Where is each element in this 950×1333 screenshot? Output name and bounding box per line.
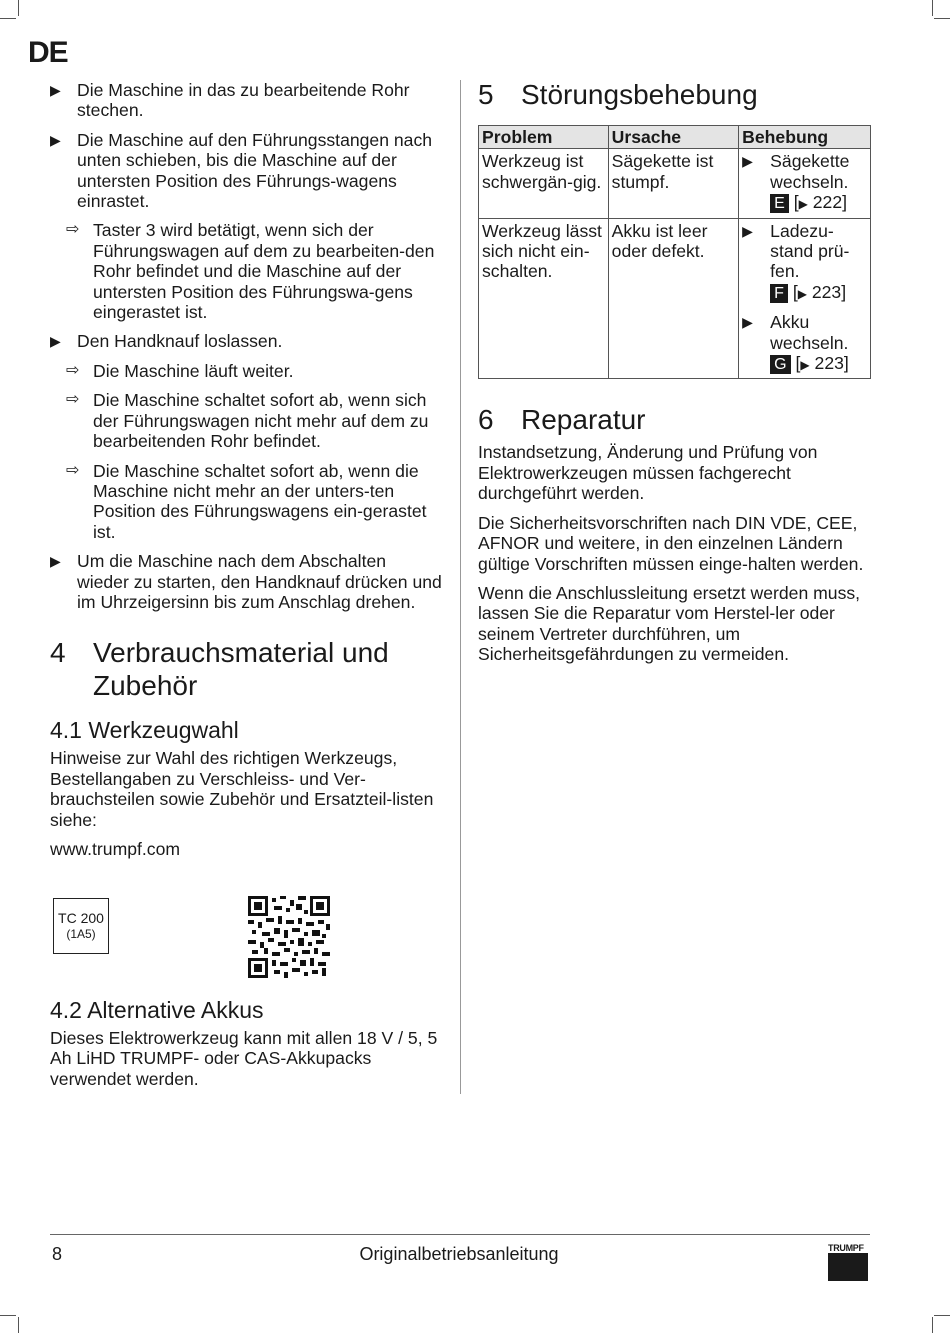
tool-code: TC 200 — [58, 910, 104, 926]
step-text: Um die Maschine nach dem Abschalten wieder zu starten, den Handknauf drücken und im Uhrzeigersinn bis zum Anschlag drehen. — [77, 551, 442, 612]
body-paragraph: Hinweise zur Wahl des richtigen Werkzeugs, Bestellangaben zu Verschleiss- und Ver-brauchsteilen sowie Zubehör und Ersatzteil-listen siehe: — [50, 748, 434, 830]
triangle-right-icon: ▶ — [742, 222, 753, 239]
result-text: Taster 3 wird betätigt, wenn sich der Führungswagen auf dem zu bearbeiten-den Rohr befindet und die Maschine auf der untersten Position des Führungswa-gens eingerastet ist. — [93, 220, 435, 323]
section-number: 6 — [478, 404, 494, 436]
section-heading-6 — [478, 403, 872, 436]
crop-mark — [18, 1317, 19, 1333]
hollow-arrow-right-icon: ⇨ — [66, 391, 80, 409]
table-header-row — [479, 126, 871, 149]
result-text: Die Maschine läuft weiter. — [93, 360, 294, 381]
fix-text: Akku wechseln. — [770, 312, 849, 353]
page-ref-arrow-icon: ▶ — [798, 197, 808, 212]
section-title: Reparatur — [521, 404, 646, 436]
problem-cell: Werkzeug lässt sich nicht ein-schalten. — [479, 218, 609, 379]
section-number: 4 — [50, 637, 66, 669]
subsection-heading-4-1: 4.1 Werkzeugwahl — [50, 717, 239, 744]
table-header: Behebung — [739, 126, 871, 149]
problem-cell: Werkzeug ist schwergän-gig. — [479, 149, 609, 218]
fix-text: Ladezu-stand prü-fen. — [770, 220, 850, 282]
subsection-heading-4-2: 4.2 Alternative Akkus — [50, 997, 264, 1023]
triangle-right-icon: ▶ — [50, 553, 61, 570]
tool-code-box — [53, 898, 109, 954]
table-header: Problem — [479, 126, 609, 149]
section-heading-5 — [478, 78, 872, 111]
footer-rule — [50, 1234, 870, 1235]
step-text: Die Maschine in das zu bearbeitende Rohr stechen. — [77, 80, 410, 121]
instruction-step — [50, 551, 442, 612]
triangle-right-icon: ▶ — [742, 153, 753, 170]
section-title: Störungsbehebung — [521, 79, 758, 110]
hollow-arrow-right-icon: ⇨ — [66, 361, 80, 379]
result-text: Die Maschine schaltet sofort ab, wenn sich der Führungswagen nicht mehr auf dem zu bearbeitenden Rohr befindet. — [93, 390, 429, 452]
triangle-right-icon: ▶ — [742, 314, 753, 331]
document-title: Originalbetriebsanleitung — [359, 1244, 559, 1264]
crop-mark — [0, 18, 16, 19]
website-url: www.trumpf.com — [50, 838, 181, 859]
section-number: 5 — [478, 79, 494, 110]
instruction-step — [50, 130, 442, 212]
body-paragraph: Die Sicherheitsvorschriften nach DIN VDE, CEE, AFNOR und weitere, in den einzelnen Ländern gültige Vorschriften müssen einge-halten werden. — [478, 512, 864, 574]
tool-code-sub: (1A5) — [66, 927, 96, 941]
qr-code-icon — [248, 896, 330, 978]
table-row — [479, 149, 871, 218]
section-4-2 — [50, 996, 442, 1089]
hollow-arrow-right-icon: ⇨ — [66, 461, 80, 479]
instruction-result — [66, 361, 442, 381]
left-column — [50, 80, 442, 868]
fix-text: Sägekette wechseln. — [770, 151, 850, 192]
crop-mark — [934, 1315, 950, 1316]
instruction-step — [50, 331, 442, 351]
logo-text: TRUMPF — [828, 1243, 864, 1253]
step-text: Die Maschine auf den Führungsstangen nach unten schieben, bis die Maschine auf der untersten Position des Führungs-wagens einrastet. — [77, 129, 433, 212]
crop-mark — [934, 18, 950, 19]
troubleshooting-table — [478, 125, 871, 379]
trumpf-logo — [828, 1243, 868, 1281]
logo-block — [828, 1253, 868, 1281]
instruction-result — [66, 461, 442, 543]
page-number: 8 — [52, 1244, 63, 1264]
body-paragraph: Wenn die Anschlussleitung ersetzt werden muss, lassen Sie die Reparatur vom Herstel-ler oder seinem Vertreter durchführen, um Sicherheitsgefährdungen zu vermeiden. — [478, 582, 861, 665]
crop-mark — [932, 0, 933, 16]
hollow-arrow-right-icon: ⇨ — [66, 221, 80, 239]
right-column — [478, 78, 872, 674]
fix-cell: ▶ Ladezu-stand prü-fen. F [▶ 223] ▶ Akku wechseln. G [▶ 223] — [739, 218, 871, 379]
page-reference[interactable]: 222] — [812, 192, 847, 213]
step-text: Den Handknauf loslassen. — [77, 331, 283, 352]
cause-cell: Sägekette ist stumpf. — [608, 149, 739, 218]
triangle-right-icon: ▶ — [50, 333, 61, 350]
instruction-step — [50, 80, 442, 121]
fix-cell: ▶ Sägekette wechseln. E [▶ 222] — [739, 149, 871, 218]
body-paragraph: Dieses Elektrowerkzeug kann mit allen 18 V / 5, 5 Ah LiHD TRUMPF- oder CAS-Akkupacks verwendet werden. — [50, 1028, 438, 1089]
figure-tag: F — [770, 284, 788, 303]
figure-tag: G — [770, 355, 790, 374]
triangle-right-icon: ▶ — [50, 82, 61, 98]
column-divider — [460, 80, 461, 1094]
table-row — [479, 218, 871, 379]
page-reference[interactable]: 223] — [814, 353, 849, 374]
language-label: DE — [28, 36, 68, 69]
page-ref-arrow-icon: ▶ — [797, 286, 807, 301]
figure-tag: E — [770, 194, 789, 213]
triangle-right-icon: ▶ — [50, 131, 61, 148]
crop-mark — [0, 1315, 16, 1316]
instruction-result — [66, 220, 442, 322]
page-ref-arrow-icon: ▶ — [800, 358, 810, 373]
crop-mark — [932, 1317, 933, 1333]
page-reference[interactable]: 223] — [811, 281, 847, 302]
cause-cell: Akku ist leer oder defekt. — [608, 218, 739, 379]
body-paragraph: Instandsetzung, Änderung und Prüfung von Elektrowerkzeugen müssen fachgerecht durchgeführt werden. — [478, 442, 818, 504]
instruction-result — [66, 390, 442, 451]
section-title: Verbrauchsmaterial und Zubehör — [93, 637, 389, 702]
crop-mark — [18, 0, 19, 16]
result-text: Die Maschine schaltet sofort ab, wenn die Maschine nicht mehr an der unters-ten Position des Führungswagens ein-gerastet ist. — [93, 460, 427, 542]
section-heading-4 — [50, 636, 442, 702]
table-header: Ursache — [608, 126, 739, 149]
